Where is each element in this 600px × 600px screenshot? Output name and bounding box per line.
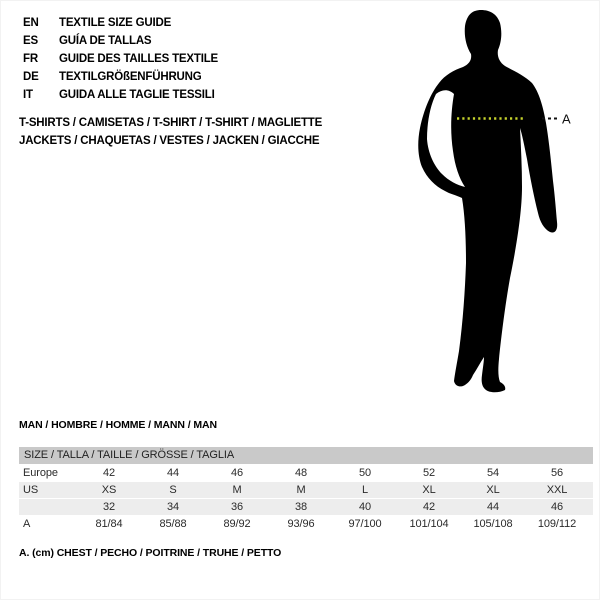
language-title: GUIDE DES TAILLES TEXTILE	[59, 53, 218, 65]
language-title: TEXTILGRÖßENFÜHRUNG	[59, 71, 202, 83]
table-cell: 40	[358, 501, 372, 513]
language-row	[23, 50, 218, 68]
row-label: A	[23, 518, 31, 530]
language-code: DE	[23, 71, 39, 83]
table-cell: 93/96	[287, 518, 315, 530]
section-title-man: MAN / HOMBRE / HOMME / MANN / MAN	[19, 419, 217, 431]
language-code: FR	[23, 53, 38, 65]
table-row-us	[19, 482, 593, 498]
size-table-header: SIZE / TALLA / TAILLE / GRÖSSE / TAGLIA	[19, 447, 593, 464]
language-title: GUIDA ALLE TAGLIE TESSILI	[59, 89, 215, 101]
table-cell: XL	[486, 484, 500, 496]
table-cell: 54	[486, 467, 500, 479]
language-row	[23, 86, 218, 104]
table-cell: 81/84	[95, 518, 123, 530]
measurement-footnote: A. (cm) CHEST / PECHO / POITRINE / TRUHE / PETTO	[19, 547, 282, 559]
table-cell: 97/100	[348, 518, 382, 530]
table-cell: 105/108	[473, 518, 513, 530]
language-code: ES	[23, 35, 38, 47]
table-cell: S	[169, 484, 177, 496]
language-code: EN	[23, 17, 39, 29]
table-cell: 46	[550, 501, 564, 513]
table-cell: 36	[230, 501, 244, 513]
category-list	[19, 114, 322, 150]
language-row	[23, 32, 218, 50]
language-title: GUÍA DE TALLAS	[59, 35, 152, 47]
table-row-chest	[19, 516, 593, 532]
table-cell: 52	[422, 467, 436, 479]
row-label: Europe	[23, 467, 58, 479]
table-cell: 48	[294, 467, 308, 479]
man-silhouette	[418, 10, 557, 392]
table-cell: 44	[486, 501, 500, 513]
language-code: IT	[23, 89, 33, 101]
table-cell: 42	[102, 467, 116, 479]
table-cell: 42	[422, 501, 436, 513]
category-line-jackets: JACKETS / CHAQUETAS / VESTES / JACKEN / GIACCHE	[19, 135, 320, 147]
table-cell: 44	[166, 467, 180, 479]
size-table	[19, 447, 593, 533]
table-cell: 34	[166, 501, 180, 513]
table-cell: 101/104	[409, 518, 449, 530]
table-cell: 32	[102, 501, 116, 513]
table-cell: M	[232, 484, 242, 496]
table-cell: 109/112	[537, 518, 577, 530]
table-cell: XL	[422, 484, 436, 496]
table-cell: 38	[294, 501, 308, 513]
table-cell: XS	[101, 484, 117, 496]
language-title: TEXTILE SIZE GUIDE	[59, 17, 172, 29]
category-line-tshirts: T-SHIRTS / CAMISETAS / T-SHIRT / T-SHIRT / MAGLIETTE	[19, 117, 323, 129]
table-cell: 85/88	[159, 518, 187, 530]
table-row-europe	[19, 465, 593, 481]
measure-label-a: A	[562, 111, 571, 127]
language-list	[23, 14, 218, 104]
table-cell: L	[361, 484, 369, 496]
language-row	[23, 68, 218, 86]
table-cell: XXL	[546, 484, 568, 496]
table-cell: 56	[550, 467, 564, 479]
table-cell: 50	[358, 467, 372, 479]
language-row	[23, 14, 218, 32]
table-cell: 89/92	[223, 518, 251, 530]
left-arm-gap-cutout	[427, 90, 465, 187]
table-row-numeric	[19, 499, 593, 515]
table-cell: 46	[230, 467, 244, 479]
row-label	[19, 499, 77, 515]
row-label: US	[23, 484, 39, 496]
table-cell: M	[296, 484, 306, 496]
